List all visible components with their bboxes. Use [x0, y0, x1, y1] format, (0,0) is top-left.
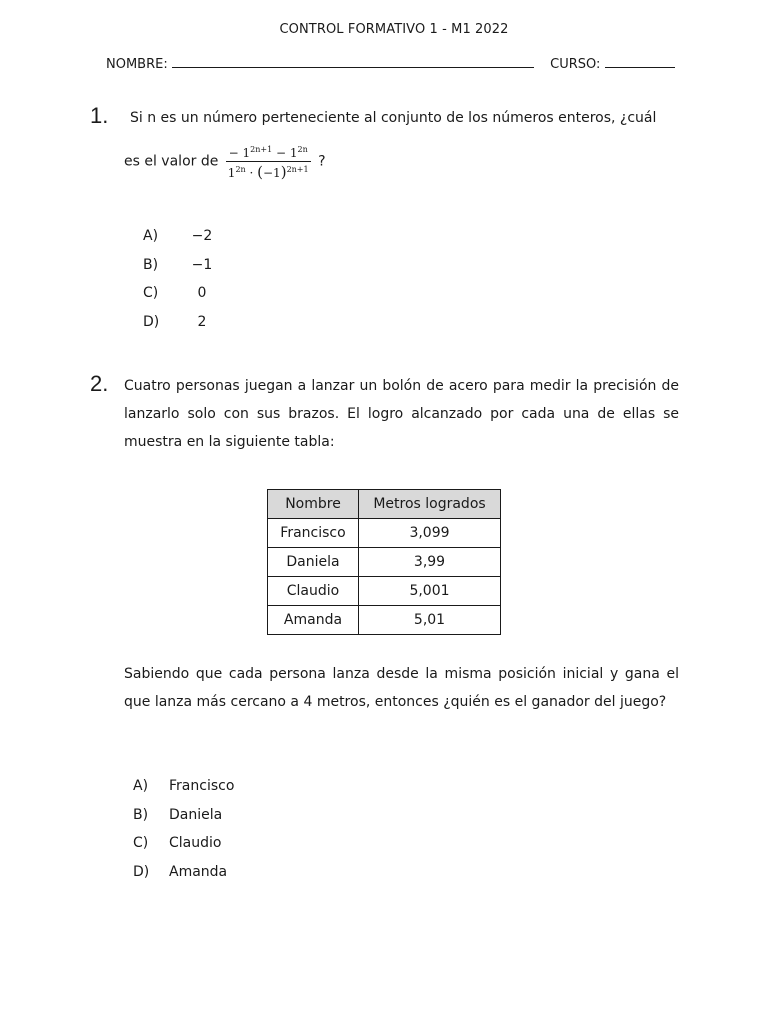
option-value: Amanda — [169, 863, 228, 880]
table-header-row — [268, 490, 501, 519]
option-letter: B) — [133, 806, 149, 823]
option-value: Daniela — [169, 806, 223, 823]
column-header-meters: Metros logrados — [359, 490, 501, 519]
option-item[interactable] — [133, 835, 234, 864]
option-item[interactable] — [143, 228, 217, 257]
table-cell-name: Daniela — [268, 548, 359, 577]
question-1-prefix: es el valor de — [124, 153, 219, 170]
table-cell-meters: 3,099 — [359, 519, 501, 548]
column-header-name: Nombre — [268, 490, 359, 519]
option-value: 2 — [197, 313, 207, 330]
option-letter: D) — [143, 313, 160, 330]
question-1-text-line-2 — [124, 142, 326, 181]
option-letter: A) — [133, 778, 149, 794]
option-value: −1 — [191, 256, 213, 273]
question-2-followup: Sabiendo que cada persona lanza desde la misma posición inicial y gana el que lanza más cercano a 4 metros, entonces ¿quién es el ganador del juego? — [124, 666, 679, 710]
table-row — [268, 548, 501, 577]
question-1-number: 1. — [90, 103, 109, 128]
option-value: −2 — [191, 228, 213, 244]
option-item[interactable] — [143, 314, 217, 343]
question-2-options — [133, 778, 234, 892]
fraction-denominator: $1^{2n} \cdot (-1)^{2n+1}$ — [227, 163, 309, 181]
table-cell-name: Amanda — [268, 606, 359, 635]
option-item[interactable] — [133, 807, 234, 836]
table-cell-name: Claudio — [268, 577, 359, 606]
option-item[interactable] — [133, 864, 234, 893]
question-1-fraction — [226, 142, 311, 181]
option-letter: D) — [133, 863, 150, 880]
option-value: 0 — [197, 285, 207, 301]
course-blank-line — [605, 56, 675, 68]
page-title: CONTROL FORMATIVO 1 - M1 2022 — [279, 22, 509, 37]
table-cell-meters: 5,01 — [359, 606, 501, 635]
table-row — [268, 577, 501, 606]
course-label: CURSO: — [550, 57, 601, 72]
table-row — [268, 519, 501, 548]
option-letter: C) — [133, 835, 149, 851]
table-row — [268, 606, 501, 635]
question-1-text-line-1: Si n es un número perteneciente al conjunto de los números enteros, ¿cuál — [130, 110, 657, 126]
option-letter: C) — [143, 285, 159, 301]
option-item[interactable] — [143, 285, 217, 314]
name-label: NOMBRE: — [106, 57, 168, 72]
name-blank-line — [172, 56, 534, 68]
option-letter: B) — [143, 256, 159, 273]
fraction-numerator: − $1^{2n+1} - 1^{2n}$ — [226, 142, 311, 162]
table-cell-name: Francisco — [268, 519, 359, 548]
option-item[interactable] — [143, 257, 217, 286]
option-letter: A) — [143, 228, 159, 244]
option-value: Claudio — [169, 835, 222, 851]
table-cell-meters: 5,001 — [359, 577, 501, 606]
option-item[interactable] — [133, 778, 234, 807]
question-1-options — [143, 228, 217, 342]
table-cell-meters: 3,99 — [359, 548, 501, 577]
question-1-suffix: ? — [318, 153, 326, 170]
student-info-line — [106, 56, 675, 72]
question-2-intro: Cuatro personas juegan a lanzar un bolón de acero para medir la precisión de lanzarlo solo con sus brazos. El logro alcanzado por cada una de ellas se muestra en la siguiente tabla: — [124, 378, 679, 450]
option-value: Francisco — [169, 778, 235, 794]
results-table — [267, 489, 501, 635]
question-2-number: 2. — [90, 371, 109, 396]
